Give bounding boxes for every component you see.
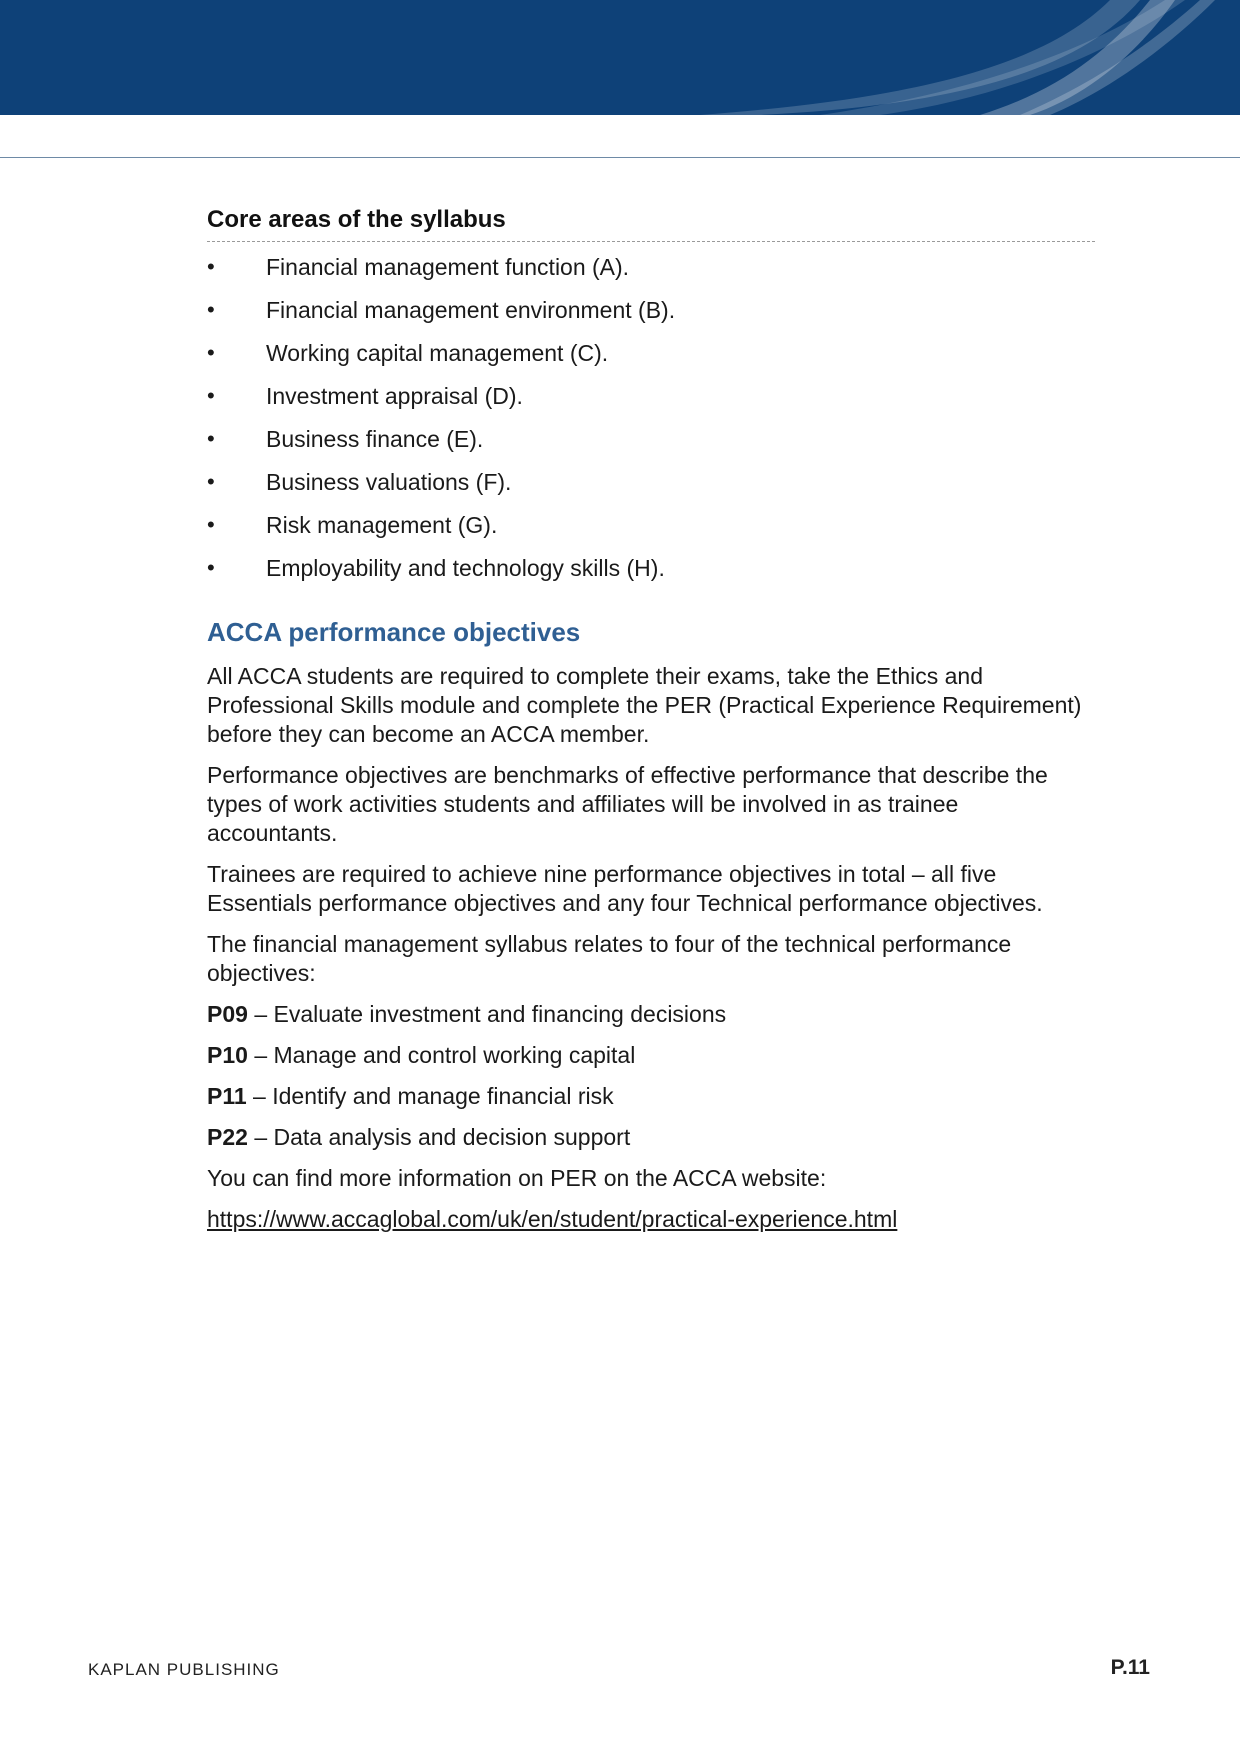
page-content: [207, 205, 1095, 1234]
paragraph: All ACCA students are required to complete their exams, take the Ethics and Professional Skills module and complete the PER (Practical Experience Requirement) before they can become an ACCA member.: [207, 663, 1082, 747]
list-item-text: Business finance (E).: [266, 426, 484, 452]
bullet-icon: •: [207, 254, 215, 279]
objective-text: – Evaluate investment and financing decisions: [247, 1001, 727, 1027]
list-item-text: Financial management function (A).: [266, 254, 630, 280]
bullet-icon: •: [207, 297, 215, 322]
objective-code: P11: [207, 1083, 247, 1109]
bullet-icon: •: [207, 512, 215, 537]
objective-code: P09: [207, 1001, 248, 1027]
list-item-text: Business valuations (F).: [266, 469, 512, 495]
list-item: [207, 381, 1095, 411]
objective-code: P22: [207, 1124, 248, 1150]
objectives-heading: ACCA performance objectives: [207, 617, 581, 647]
bullet-icon: •: [207, 383, 215, 408]
objective-text: – Identify and manage financial risk: [246, 1083, 614, 1109]
objective-text: – Manage and control working capital: [247, 1042, 636, 1068]
header-band: [0, 0, 1240, 115]
paragraph: The financial management syllabus relates to four of the technical performance objectives:: [207, 931, 1012, 986]
list-item-text: Risk management (G).: [266, 512, 498, 538]
acca-website-link[interactable]: https://www.accaglobal.com/uk/en/student/practical-experience.html: [207, 1206, 898, 1232]
list-item: [207, 338, 1095, 368]
list-item: [207, 467, 1095, 497]
header-divider: [0, 157, 1240, 158]
objective-text: – Data analysis and decision support: [247, 1124, 631, 1150]
list-item: [207, 295, 1095, 325]
syllabus-list: [207, 252, 1095, 583]
objective-item: [207, 1000, 1095, 1029]
list-item: [207, 252, 1095, 282]
page-number: P.11: [1110, 1656, 1150, 1679]
list-item: [207, 424, 1095, 454]
objective-item: [207, 1123, 1095, 1152]
list-item: [207, 510, 1095, 540]
list-item-text: Financial management environment (B).: [266, 297, 676, 323]
list-item: [207, 553, 1095, 583]
list-item-text: Employability and technology skills (H).: [266, 555, 665, 581]
bullet-icon: •: [207, 469, 215, 494]
list-item-text: Investment appraisal (D).: [266, 383, 523, 409]
footer-publisher: KAPLAN PUBLISHING: [88, 1660, 280, 1679]
more-info-text: You can find more information on PER on the ACCA website:: [207, 1165, 827, 1191]
header-swoosh-graphic: [0, 0, 1240, 115]
syllabus-heading: Core areas of the syllabus: [207, 205, 1095, 242]
objective-item: [207, 1082, 1095, 1111]
bullet-icon: •: [207, 426, 215, 451]
objective-code: P10: [207, 1042, 248, 1068]
paragraph: Trainees are required to achieve nine performance objectives in total – all five Essentials performance objectives and any four Technical performance objectives.: [207, 861, 1043, 916]
bullet-icon: •: [207, 555, 215, 580]
list-item-text: Working capital management (C).: [266, 340, 609, 366]
objective-item: [207, 1041, 1095, 1070]
paragraph: Performance objectives are benchmarks of effective performance that describe the types of work activities students and affiliates will be involved in as trainee accountants.: [207, 762, 1048, 846]
bullet-icon: •: [207, 340, 215, 365]
